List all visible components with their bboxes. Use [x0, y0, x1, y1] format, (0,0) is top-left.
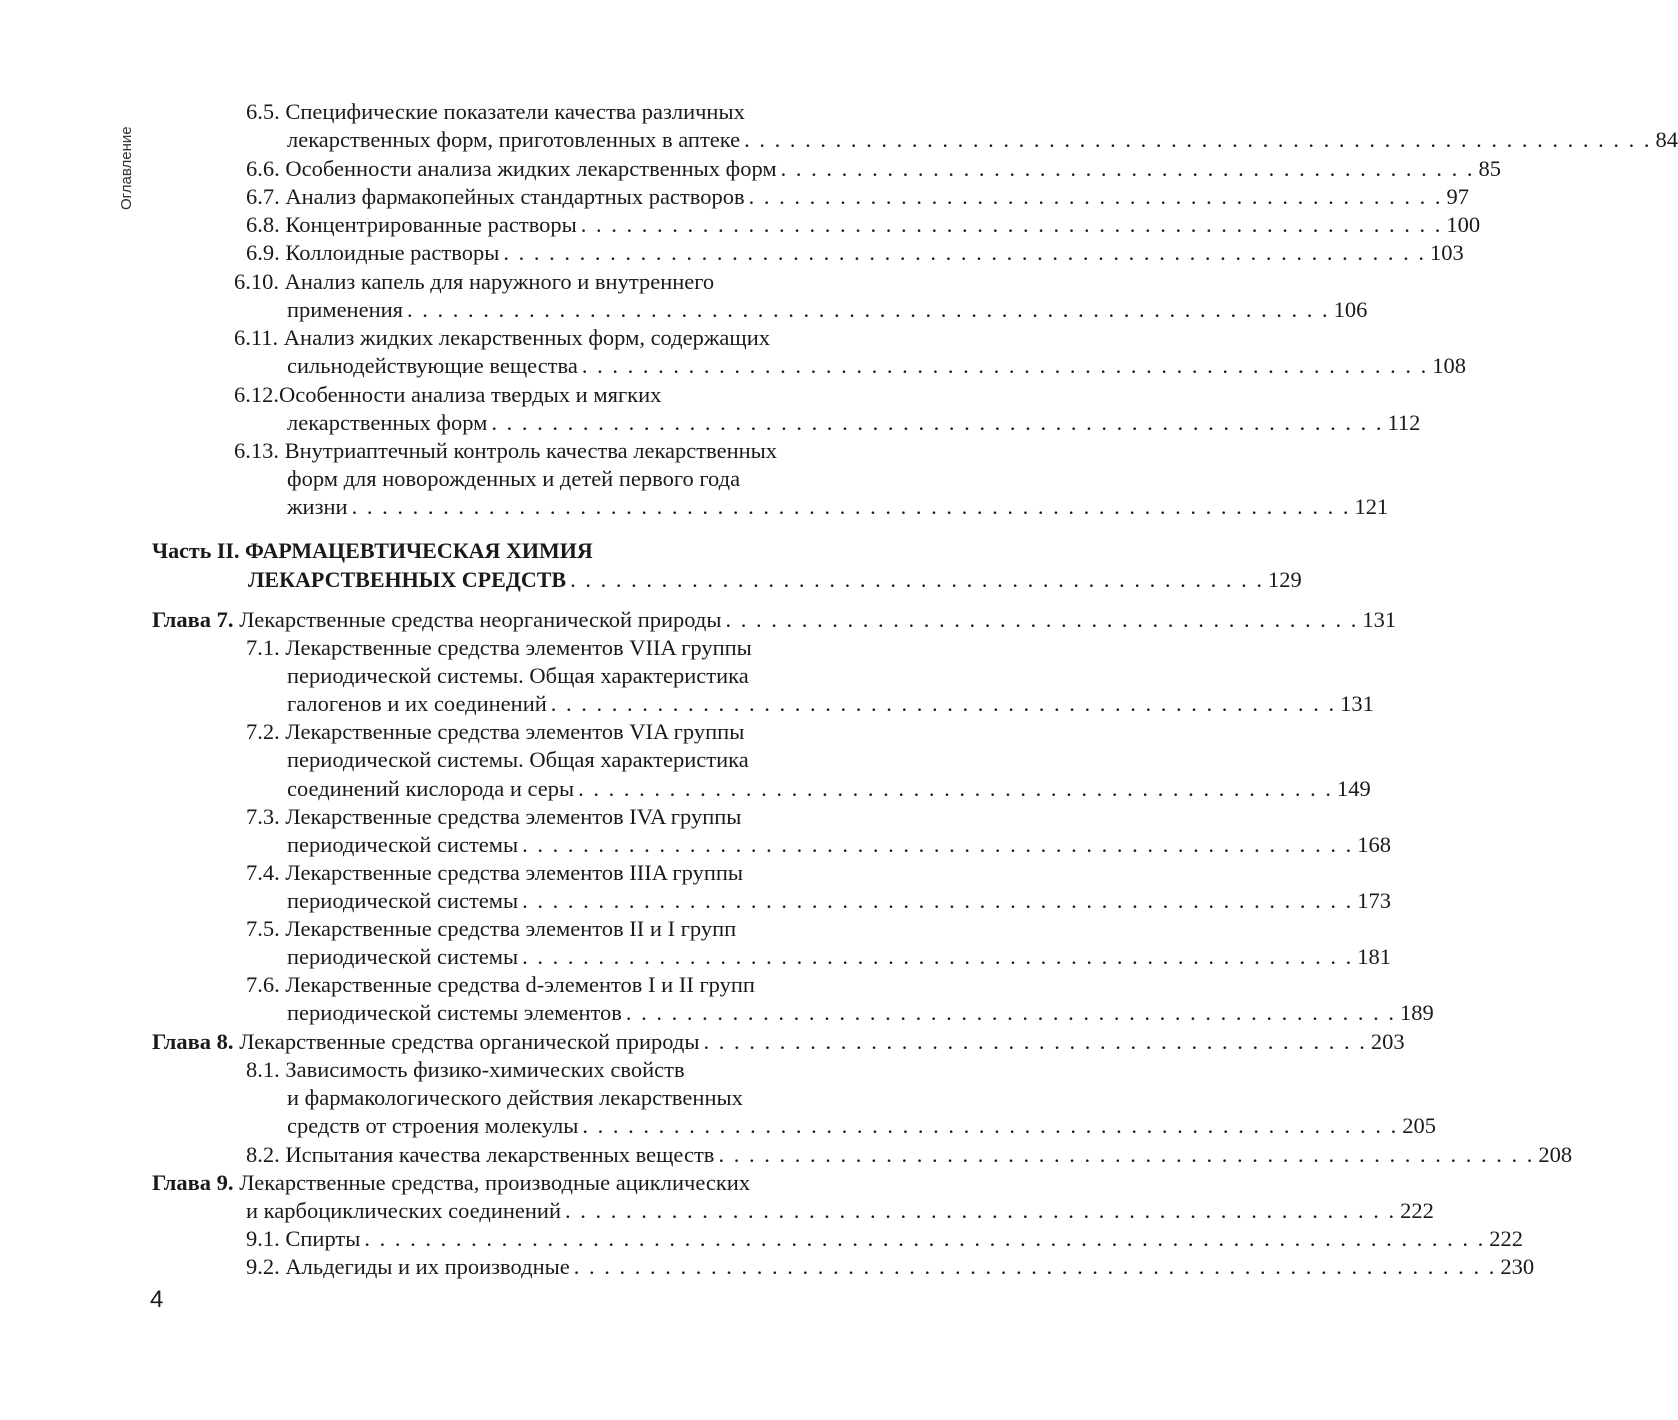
toc-entry-7-5 [246, 915, 736, 943]
toc-entry-7-3-cont [287, 831, 1392, 859]
toc-number: Глава 8. [152, 1029, 234, 1054]
toc-page: 208 [1538, 1142, 1573, 1167]
toc-title-line: Зависимость физико-химических свойств [285, 1057, 685, 1082]
toc-page: 205 [1402, 1113, 1437, 1138]
dot-leader: . . . . . . . . . . . . . . . . . . . . . . . . . . . . . . . . . . . . . . . . . . . . . . . . . . . . . . . . [581, 353, 1429, 378]
toc-title-line: периодической системы. Общая характеристика [287, 747, 749, 772]
toc-title-line: Лекарственные средства элементов VIIA группы [285, 635, 752, 660]
toc-title-line: Лекарственные средства, производные ациклических [239, 1170, 751, 1195]
toc-entry-7-1 [246, 634, 752, 662]
dot-leader: . . . . . . . . . . . . . . . . . . . . . . . . . . . . . . . . . . . . . . . . . . . . . . . . . . . . [550, 691, 1337, 716]
toc-title-line: периодической системы элементов [287, 1000, 622, 1025]
toc-page: 100 [1446, 212, 1481, 237]
toc-entry-6-12-cont [287, 409, 1421, 437]
toc-page: 106 [1333, 297, 1368, 322]
toc-page: 230 [1500, 1254, 1535, 1279]
toc-title-line: соединений кислорода и серы [287, 776, 575, 801]
toc-title-line: периодической системы [287, 944, 519, 969]
toc-title-line: Внутриаптечный контроль качества лекарственных [284, 438, 778, 463]
toc-number: 7.5. [246, 916, 280, 941]
dot-leader: . . . . . . . . . . . . . . . . . . . . . . . . . . . . . . . . . . . . . . . . . . . . . . [570, 567, 1264, 592]
toc-entry-6-9 [246, 239, 1464, 267]
toc-page: 103 [1429, 240, 1464, 265]
toc-number: 7.3. [246, 804, 280, 829]
dot-leader: . . . . . . . . . . . . . . . . . . . . . . . . . . . . . . . . . . . . . . . . . . . . . . . . . . [578, 776, 1333, 801]
toc-page: 97 [1446, 184, 1469, 209]
toc-title-line: Особенности анализа твердых и мягких [279, 382, 662, 407]
toc-title-line: Лекарственные средства органической природы [239, 1029, 700, 1054]
toc-title-line: периодической системы [287, 832, 519, 857]
toc-title-line: Испытания качества лекарственных веществ [285, 1142, 715, 1167]
toc-number: 9.2. [246, 1254, 280, 1279]
toc-chapter-9 [152, 1169, 750, 1197]
dot-leader: . . . . . . . . . . . . . . . . . . . . . . . . . . . . . . . . . . . . . . . . . . . . . . . . . . . . . . . . . . . . . . . . . . . . . . . . . . [364, 1226, 1486, 1251]
toc-title-line: Лекарственные средства элементов IIIA группы [285, 860, 744, 885]
toc-entry-6-10 [234, 268, 714, 296]
toc-entry-6-7 [246, 183, 1469, 211]
toc-number: 6.10. [234, 269, 279, 294]
toc-number: 6.5. [246, 99, 280, 124]
toc-title-line: Специфические показатели качества различных [285, 99, 745, 124]
toc-title-line: сильнодействующие вещества [287, 353, 578, 378]
dot-leader: . . . . . . . . . . . . . . . . . . . . . . . . . . . . . . . . . . . . . . . . . . . . . . . . . . . . . . . . . . . . . [407, 297, 1330, 322]
toc-title-line: и фармакологического действия лекарственных [287, 1085, 743, 1110]
toc-title-line: Спирты [285, 1226, 361, 1251]
toc-number: 9.1. [246, 1226, 280, 1251]
page-number: 4 [150, 1286, 164, 1313]
toc-entry-6-13 [234, 437, 777, 465]
toc-entry-7-3 [246, 803, 741, 831]
toc-title-line: Особенности анализа жидких лекарственных форм [285, 156, 777, 181]
toc-number: Часть II. [152, 538, 240, 563]
toc-entry-7-6-cont [287, 999, 1434, 1027]
toc-entry-9-1 [246, 1225, 1523, 1253]
toc-title-line: Коллоидные растворы [285, 240, 500, 265]
toc-number: 6.12. [234, 382, 279, 407]
toc-entry-8-1-cont [287, 1084, 743, 1112]
toc-number: 7.4. [246, 860, 280, 885]
toc-page: 149 [1336, 776, 1371, 801]
toc-page: 222 [1489, 1226, 1523, 1251]
toc-entry-6-10-cont [287, 296, 1368, 324]
toc-number: 6.11. [234, 325, 279, 350]
dot-leader: . . . . . . . . . . . . . . . . . . . . . . . . . . . . . . . . . . . . . . . . . . . . . . . . . . . [625, 1000, 1397, 1025]
dot-leader: . . . . . . . . . . . . . . . . . . . . . . . . . . . . . . . . . . . . . . . . . . . . . . . . . . . . . . . . . . . . . . . . . . [351, 494, 1351, 519]
toc-chapter-8 [152, 1028, 1405, 1056]
dot-leader: . . . . . . . . . . . . . . . . . . . . . . . . . . . . . . . . . . . . . . . . . . . . . . . . . . . . . . [718, 1142, 1535, 1167]
toc-number: Глава 9. [152, 1170, 234, 1195]
dot-leader: . . . . . . . . . . . . . . . . . . . . . . . . . . . . . . . . . . . . . . . . . . . . . . . . . . . . . . [582, 1113, 1399, 1138]
toc-entry-7-6 [246, 971, 755, 999]
toc-page: 85 [1478, 156, 1502, 181]
toc-page: 189 [1400, 1000, 1434, 1025]
toc-title-line: Лекарственные средства элементов VIA группы [285, 719, 745, 744]
toc-title-line: ФАРМАЦЕВТИЧЕСКАЯ ХИМИЯ [244, 538, 593, 563]
toc-entry-7-1-cont [287, 662, 749, 690]
toc-title-line: Концентрированные растворы [285, 212, 577, 237]
dot-leader: . . . . . . . . . . . . . . . . . . . . . . . . . . . . . . . . . . . . . . . . . . . . . . . . . . . . . . . [522, 832, 1354, 857]
running-header-vertical [112, 100, 142, 220]
toc-part-2 [152, 537, 593, 565]
toc-entry-8-2 [246, 1141, 1573, 1169]
toc-page: 181 [1357, 944, 1392, 969]
toc-title-line: жизни [287, 494, 348, 519]
toc-entry-7-1-cont2 [287, 690, 1374, 718]
toc-title-line: ЛЕКАРСТВЕННЫХ СРЕДСТВ [248, 567, 567, 592]
toc-number: 6.6. [246, 156, 280, 181]
toc-number: 7.6. [246, 972, 280, 997]
toc-page: 222 [1400, 1198, 1434, 1223]
toc-number: 8.1. [246, 1057, 280, 1082]
toc-page: 84 [1655, 127, 1678, 152]
toc-title-line: Альдегиды и их производные [285, 1254, 570, 1279]
dot-leader: . . . . . . . . . . . . . . . . . . . . . . . . . . . . . . . . . . . . . . . . . . [725, 607, 1359, 632]
toc-entry-6-6 [246, 155, 1502, 183]
toc-entry-6-13-cont2 [287, 493, 1389, 521]
toc-title-line: Лекарственные средства элементов II и I групп [285, 916, 737, 941]
toc-title-line: средств от строения молекулы [287, 1113, 579, 1138]
dot-leader: . . . . . . . . . . . . . . . . . . . . . . . . . . . . . . . . . . . . . . . . . . . . . . . . . . . . . . . [522, 888, 1354, 913]
toc-page: 131 [1340, 691, 1374, 716]
dot-leader: . . . . . . . . . . . . . . . . . . . . . . . . . . . . . . . . . . . . . . . . . . . . . . . . . . . . . . . . . . . . . [573, 1254, 1497, 1279]
toc-title-line: применения [287, 297, 404, 322]
toc-entry-7-4-cont [287, 887, 1392, 915]
toc-number: 6.13. [234, 438, 279, 463]
dot-leader: . . . . . . . . . . . . . . . . . . . . . . . . . . . . . . . . . . . . . . . . . . . . . . [748, 184, 1443, 209]
toc-title-line: лекарственных форм [287, 410, 488, 435]
toc-entry-9-2 [246, 1253, 1535, 1281]
toc-entry-8-1 [246, 1056, 685, 1084]
toc-entry-6-11 [234, 324, 770, 352]
dot-leader: . . . . . . . . . . . . . . . . . . . . . . . . . . . . . . . . . . . . . . . . . . . . . . . . . . . . . . . . . . . [491, 410, 1384, 435]
toc-entry-7-5-cont [287, 943, 1392, 971]
toc-entry-6-12 [234, 381, 661, 409]
dot-leader: . . . . . . . . . . . . . . . . . . . . . . . . . . . . . . . . . . . . . . . . . . . . . . . . . . . . . . . [522, 944, 1354, 969]
toc-title-line: периодической системы [287, 888, 519, 913]
toc-title-line: Анализ капель для наружного и внутреннего [284, 269, 715, 294]
toc-title-line: Анализ фармакопейных стандартных растворов [285, 184, 745, 209]
toc-chapter-9-cont [246, 1197, 1434, 1225]
toc-title-line: Лекарственные средства элементов IVA группы [285, 804, 742, 829]
toc-page: 121 [1354, 494, 1389, 519]
toc-entry-6-11-cont [287, 352, 1466, 380]
toc-number: Глава 7. [152, 607, 234, 632]
toc-entry-8-1-cont2 [287, 1112, 1437, 1140]
dot-leader: . . . . . . . . . . . . . . . . . . . . . . . . . . . . . . . . . . . . . . . . . . . . . . . . . . . . . . . [565, 1198, 1397, 1223]
toc-title-line: лекарственных форм, приготовленных в аптеке [287, 127, 741, 152]
toc-entry-7-4 [246, 859, 743, 887]
toc-page: 203 [1370, 1029, 1405, 1054]
toc-title-line: Лекарственные средства d-элементов I и II групп [285, 972, 755, 997]
dot-leader: . . . . . . . . . . . . . . . . . . . . . . . . . . . . . . . . . . . . . . . . . . . . [703, 1029, 1367, 1054]
toc-title-line: галогенов и их соединений [287, 691, 547, 716]
toc-entry-6-5-cont [287, 126, 1678, 154]
toc-page: 131 [1362, 607, 1397, 632]
toc-number: 6.9. [246, 240, 280, 265]
toc-entry-7-2 [246, 718, 744, 746]
toc-title-line: Анализ жидких лекарственных форм, содержащих [283, 325, 770, 350]
toc-page: 173 [1357, 888, 1392, 913]
toc-title-line: Лекарственные средства неорганической природы [239, 607, 722, 632]
toc-entry-7-2-cont2 [287, 775, 1371, 803]
toc-entry-6-8 [246, 211, 1481, 239]
toc-entry-6-5 [246, 98, 745, 126]
toc-page: 112 [1387, 410, 1421, 435]
toc-number: 6.8. [246, 212, 280, 237]
dot-leader: . . . . . . . . . . . . . . . . . . . . . . . . . . . . . . . . . . . . . . . . . . . . . . . . . . . . . . . . . [580, 212, 1443, 237]
toc-title-line: и карбоциклических соединений [246, 1198, 562, 1223]
toc-title-line: периодической системы. Общая характеристика [287, 663, 749, 688]
running-header-text: Оглавление [118, 126, 135, 210]
toc-entry-6-13-cont [287, 465, 740, 493]
toc-page: 129 [1267, 567, 1302, 592]
toc-entry-7-2-cont [287, 746, 749, 774]
dot-leader: . . . . . . . . . . . . . . . . . . . . . . . . . . . . . . . . . . . . . . . . . . . . . . . . . . . . . . . . . . . . [744, 127, 1652, 152]
dot-leader: . . . . . . . . . . . . . . . . . . . . . . . . . . . . . . . . . . . . . . . . . . . . . . [780, 156, 1475, 181]
toc-number: 7.1. [246, 635, 280, 660]
toc-page: 108 [1432, 353, 1466, 378]
toc-chapter-7 [152, 606, 1397, 634]
toc-page: 168 [1357, 832, 1392, 857]
toc-number: 6.7. [246, 184, 280, 209]
toc-number: 7.2. [246, 719, 280, 744]
toc-part-2-cont [248, 566, 1302, 594]
toc-title-line: форм для новорожденных и детей первого года [287, 466, 741, 491]
dot-leader: . . . . . . . . . . . . . . . . . . . . . . . . . . . . . . . . . . . . . . . . . . . . . . . . . . . . . . . . . . . . . [503, 240, 1426, 265]
toc-number: 8.2. [246, 1142, 280, 1167]
